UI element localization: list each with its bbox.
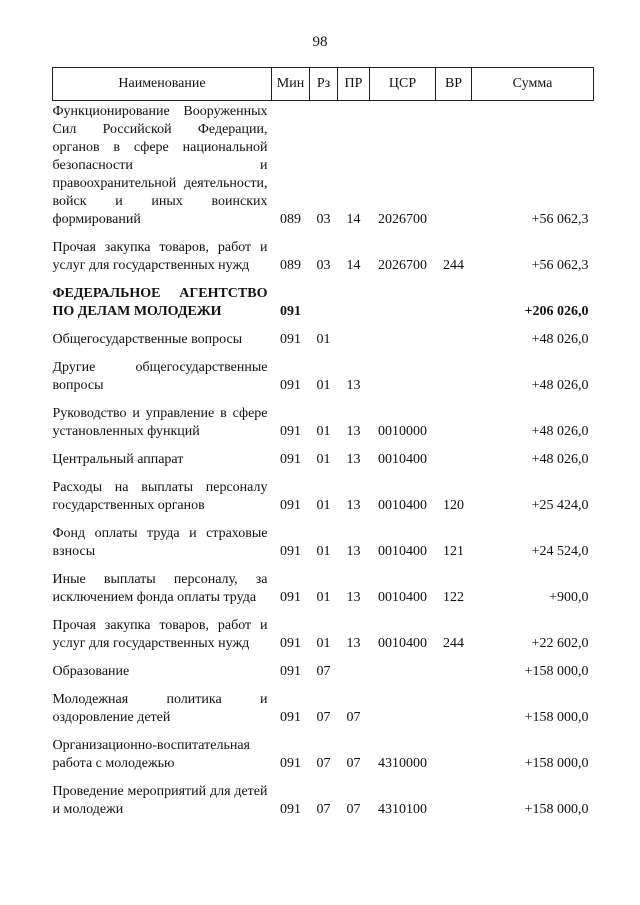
row-min: 091 <box>280 332 301 347</box>
row-name: Проведение мероприятий для детей и молодежи <box>52 784 268 817</box>
table-row <box>53 607 594 653</box>
table-row <box>53 681 594 727</box>
row-csr <box>370 275 436 321</box>
table-row <box>53 561 594 607</box>
row-name: Молодежная политика и оздоровление детей <box>52 692 268 725</box>
row-vr <box>436 101 472 230</box>
row-rz: 01 <box>316 378 331 393</box>
table-row <box>53 349 594 395</box>
row-min: 091 <box>280 304 301 319</box>
row-name: Общегосударственные вопросы <box>52 332 243 347</box>
row-sum: +158 000,0 <box>524 802 589 817</box>
row-pr: 14 <box>346 258 361 273</box>
row-csr: 0010400 <box>378 452 427 467</box>
row-vr: 120 <box>443 498 464 513</box>
row-min: 089 <box>280 212 301 227</box>
row-rz: 01 <box>316 498 331 513</box>
row-rz: 03 <box>316 212 331 227</box>
row-vr <box>436 441 472 469</box>
row-name: Расходы на выплаты персоналу государственных органов <box>52 480 268 513</box>
row-sum: +900,0 <box>549 590 589 605</box>
row-csr: 2026700 <box>378 212 427 227</box>
row-min: 091 <box>280 452 301 467</box>
row-name: Организационно-воспитательная работа с молодежью <box>52 738 250 771</box>
row-vr <box>436 321 472 349</box>
row-name: ФЕДЕРАЛЬНОЕ АГЕНТСТВО ПО ДЕЛАМ МОЛОДЕЖИ <box>52 286 268 319</box>
row-vr <box>436 395 472 441</box>
row-vr <box>436 349 472 395</box>
row-sum: +48 026,0 <box>531 424 589 439</box>
table-row <box>53 395 594 441</box>
header-sum: Сумма <box>472 68 594 101</box>
row-csr: 0010400 <box>378 636 427 651</box>
row-vr: 244 <box>443 258 464 273</box>
page-number: 98 <box>312 34 328 50</box>
row-sum: +206 026,0 <box>524 304 589 319</box>
header-vr: ВР <box>436 68 472 101</box>
row-min: 091 <box>280 636 301 651</box>
row-pr <box>338 275 370 321</box>
row-csr: 0010400 <box>378 590 427 605</box>
row-sum: +48 026,0 <box>531 378 589 393</box>
row-pr: 07 <box>346 756 361 771</box>
table-row <box>53 101 594 230</box>
row-vr: 121 <box>443 544 464 559</box>
row-min: 091 <box>280 544 301 559</box>
row-name: Руководство и управление в сфере установленных функций <box>52 406 268 439</box>
row-sum: +158 000,0 <box>524 664 589 679</box>
row-rz: 07 <box>316 710 331 725</box>
row-min: 091 <box>280 756 301 771</box>
row-rz <box>310 275 338 321</box>
row-csr: 4310100 <box>378 802 427 817</box>
row-pr: 13 <box>346 452 361 467</box>
row-name: Фонд оплаты труда и страховые взносы <box>52 526 268 559</box>
row-name: Центральный аппарат <box>52 452 184 467</box>
row-csr: 0010400 <box>378 544 427 559</box>
table-row <box>53 321 594 349</box>
header-name: Наименование <box>53 68 272 101</box>
row-csr <box>370 321 436 349</box>
row-vr <box>436 275 472 321</box>
table-row <box>53 441 594 469</box>
row-min: 091 <box>280 424 301 439</box>
row-vr <box>436 773 472 819</box>
table-row <box>53 275 594 321</box>
row-pr <box>338 321 370 349</box>
row-vr <box>436 727 472 773</box>
row-vr <box>436 653 472 681</box>
row-rz: 01 <box>316 452 331 467</box>
row-pr: 13 <box>346 498 361 513</box>
row-sum: +158 000,0 <box>524 710 589 725</box>
row-csr <box>370 349 436 395</box>
row-min: 091 <box>280 664 301 679</box>
table-row <box>53 653 594 681</box>
header-csr: ЦСР <box>370 68 436 101</box>
row-rz: 01 <box>316 636 331 651</box>
row-sum: +25 424,0 <box>531 498 589 513</box>
row-sum: +22 602,0 <box>531 636 589 651</box>
row-sum: +24 524,0 <box>531 544 589 559</box>
row-name: Прочая закупка товаров, работ и услуг для государственных нужд <box>52 618 268 651</box>
row-min: 091 <box>280 498 301 513</box>
row-min: 089 <box>280 258 301 273</box>
header-pr: ПР <box>338 68 370 101</box>
table-row <box>53 773 594 819</box>
row-name: Другие общегосударственные вопросы <box>52 360 268 393</box>
row-csr: 4310000 <box>378 756 427 771</box>
row-pr: 13 <box>346 590 361 605</box>
header-row <box>53 68 594 101</box>
row-rz: 01 <box>316 332 331 347</box>
row-vr: 244 <box>443 636 464 651</box>
row-name: Образование <box>52 664 130 679</box>
row-pr: 13 <box>346 544 361 559</box>
row-vr <box>436 681 472 727</box>
row-min: 091 <box>280 590 301 605</box>
row-pr: 13 <box>346 636 361 651</box>
row-name: Функционирование Вооруженных Сил Российской Федерации, органов в сфере национальной безопасности и правоохранительной деятельности, войск и иных воинских формирований <box>52 104 268 227</box>
row-csr: 2026700 <box>378 258 427 273</box>
row-sum: +158 000,0 <box>524 756 589 771</box>
row-pr: 07 <box>346 802 361 817</box>
row-min: 091 <box>280 378 301 393</box>
row-pr: 07 <box>346 710 361 725</box>
row-name: Иные выплаты персоналу, за исключением фонда оплаты труда <box>52 572 268 605</box>
row-rz: 07 <box>316 756 331 771</box>
row-min: 091 <box>280 802 301 817</box>
row-sum: +56 062,3 <box>531 258 589 273</box>
row-sum: +48 026,0 <box>531 452 589 467</box>
row-pr: 14 <box>346 212 361 227</box>
row-rz: 07 <box>316 802 331 817</box>
row-pr: 13 <box>346 378 361 393</box>
row-vr: 122 <box>443 590 464 605</box>
table-row <box>53 727 594 773</box>
row-name: Прочая закупка товаров, работ и услуг для государственных нужд <box>52 240 268 273</box>
row-csr: 0010400 <box>378 498 427 513</box>
row-csr <box>370 653 436 681</box>
row-sum: +56 062,3 <box>531 212 589 227</box>
header-rz: Рз <box>310 68 338 101</box>
table-row <box>53 469 594 515</box>
row-min: 091 <box>280 710 301 725</box>
table-row <box>53 229 594 275</box>
row-csr <box>370 681 436 727</box>
row-rz: 07 <box>316 664 331 679</box>
row-rz: 01 <box>316 544 331 559</box>
row-sum: +48 026,0 <box>531 332 589 347</box>
header-min: Мин <box>272 68 310 101</box>
row-rz: 03 <box>316 258 331 273</box>
row-pr <box>338 653 370 681</box>
row-pr: 13 <box>346 424 361 439</box>
row-csr: 0010000 <box>378 424 427 439</box>
row-rz: 01 <box>316 590 331 605</box>
budget-table <box>52 67 594 819</box>
table-row <box>53 515 594 561</box>
row-rz: 01 <box>316 424 331 439</box>
